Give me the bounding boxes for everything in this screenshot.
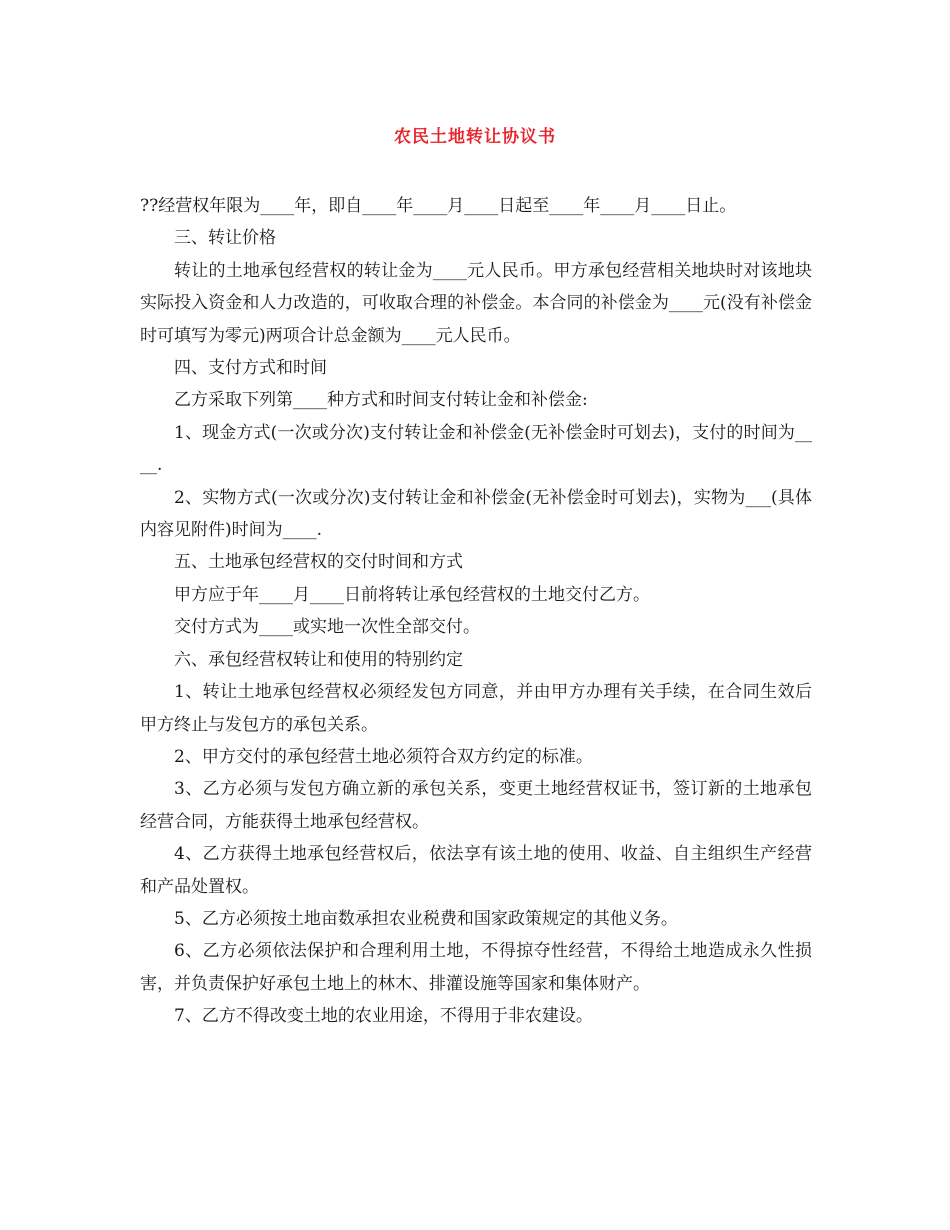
paragraph-term-2: 2、甲方交付的承包经营土地必须符合双方约定的标准。 — [174, 746, 593, 767]
paragraph-term-7: 7、乙方不得改变土地的农业用途，不得用于非农建设。 — [174, 1006, 593, 1027]
paragraph-delivery-date: 甲方应于年____月____日前将转让承包经营权的土地交付乙方。 — [174, 584, 650, 605]
paragraph-term-3: 3、乙方必须与发包方确立新的承包关系，变更土地经营权证书，签订新的土地承包经营合同，方能获得土地承包经营权。 — [140, 779, 812, 832]
section-heading-payment: 四、支付方式和时间 — [174, 358, 327, 379]
section-heading-delivery: 五、土地承包经营权的交付时间和方式 — [174, 552, 463, 573]
paragraph-term: ??经营权年限为____年，即自____年____月____日起至____年____月____日止。 — [140, 196, 737, 216]
paragraph-payment-kind: 2、实物方式(一次或分次)支付转让金和补偿金(无补偿金时可划去)，实物为___(具体内容见附件)时间为____. — [140, 487, 812, 541]
section-heading-special-terms: 六、承包经营权转让和使用的特别约定 — [174, 649, 463, 670]
paragraph-term-6: 6、乙方必须依法保护和合理利用土地，不得掠夺性经营，不得给土地造成永久性损害，并负责保护好承包土地上的林木、排灌设施等国家和集体财产。 — [140, 941, 812, 994]
paragraph-payment-cash: 1、现金方式(一次或分次)支付转让金和补偿金(无补偿金时可划去)，支付的时间为____. — [140, 422, 812, 476]
paragraph-term-5: 5、乙方必须按土地亩数承担农业税费和国家政策规定的其他义务。 — [174, 908, 678, 929]
paragraph-term-1: 1、转让土地承包经营权必须经发包方同意，并由甲方办理有关手续，在合同生效后甲方终止与发包方的承包关系。 — [140, 682, 812, 735]
paragraph-term-4: 4、乙方获得土地承包经营权后，依法享有该土地的使用、收益、自主组织生产经营和产品处置权。 — [140, 844, 812, 897]
paragraph-delivery-method: 交付方式为____或实地一次性全部交付。 — [174, 617, 480, 638]
section-heading-price: 三、转让价格 — [174, 228, 276, 249]
document-body — [140, 190, 812, 1033]
document-title: 农民土地转让协议书 — [394, 127, 556, 147]
paragraph-payment-method: 乙方采取下列第____种方式和时间支付转让金和补偿金: — [174, 390, 588, 411]
paragraph-price: 转让的土地承包经营权的转让金为____元人民币。甲方承包经营相关地块时对该地块实际投入资金和人力改造的，可收取合理的补偿金。本合同的补偿金为____元(没有补偿金时可填写为零元)两项合计总金额为____元人民币。 — [140, 260, 812, 346]
